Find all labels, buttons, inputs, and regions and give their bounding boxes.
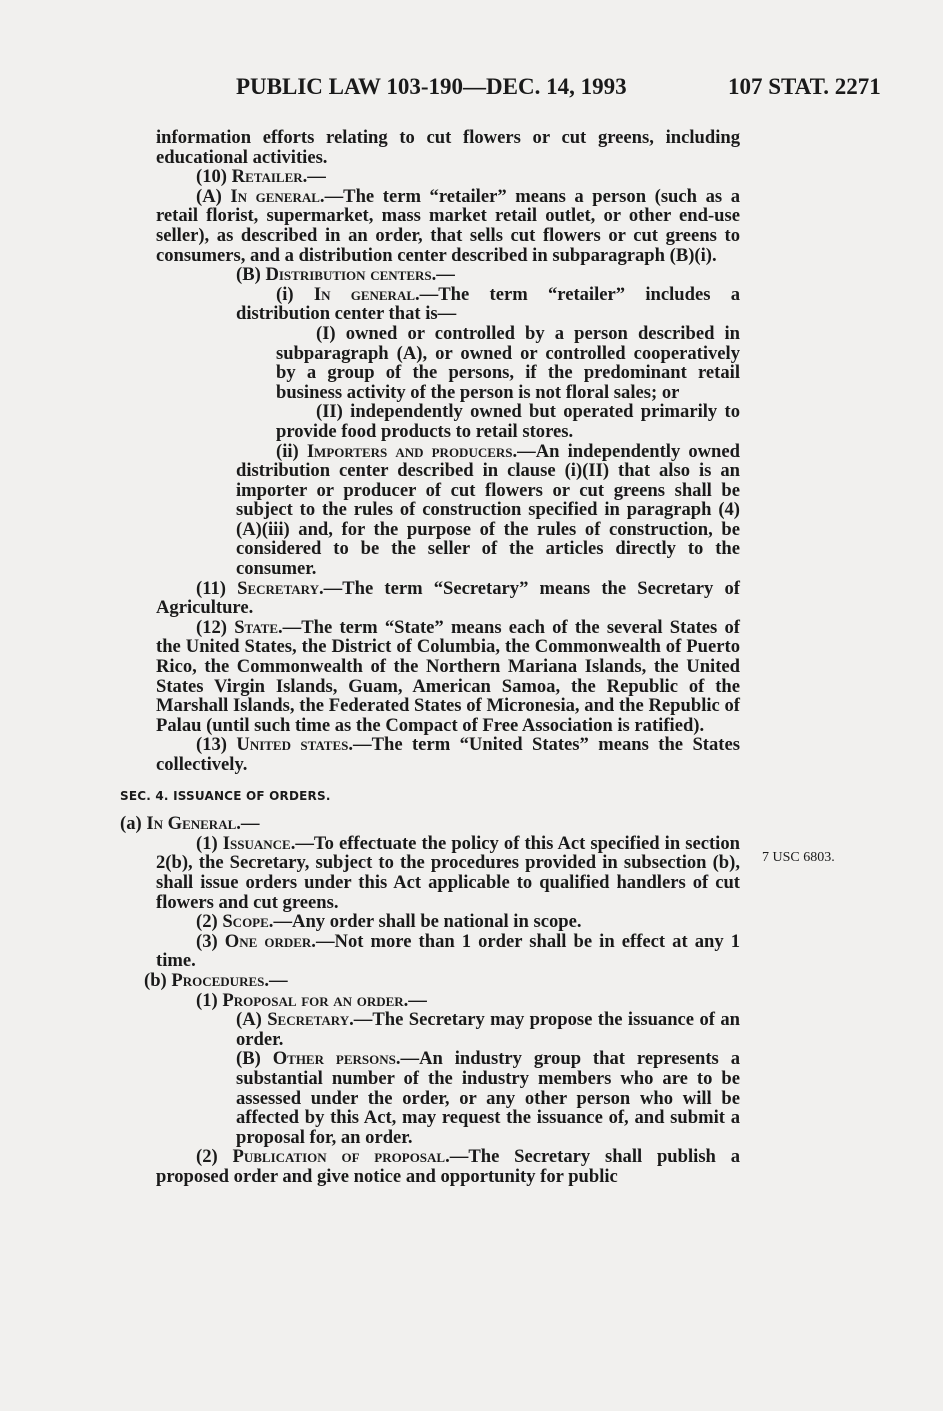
paragraph-united-states: (13) United states.—The term “United States” means the States collectively. xyxy=(156,734,740,775)
paragraph-scope: (2) Scope.—Any order shall be national in scope. xyxy=(196,911,582,933)
clause-II: (II) independently owned but operated primarily to provide food products to retail stores. xyxy=(276,401,740,442)
heading-other-persons: Other persons xyxy=(272,1048,396,1070)
paragraph-state: (12) State.—The term “State” means each of the several States of the United States, the District of Columbia, the Commonwealth of Puerto Rico, the Commonwealth of the Northern Mariana Islands, the United States Virgin Islands, Guam, American Samoa, the Republic of the Marshall Islands, the Federated States of Micronesia, and the Republic of Palau (until such time as the Compact of Free Association is ratified). xyxy=(156,616,740,736)
heading-proposal-for-order: Proposal for an order xyxy=(222,989,404,1011)
heading-in-general-a: In General xyxy=(146,813,237,835)
paragraph-publication-of-proposal: (2) Publication of proposal.—The Secretary shall publish a proposed order and give notice and opportunity for public xyxy=(156,1146,740,1187)
clause-I: (I) owned or controlled by a person described in subparagraph (A), or owned or controlled cooperatively by a group of the persons, if the predominant retail business activity of the person is not floral sales; or xyxy=(276,322,740,403)
running-header xyxy=(0,74,943,104)
subsection-b: (b) Procedures.— xyxy=(144,969,288,991)
paragraph-secretary-proposes: (A) Secretary.—The Secretary may propose the issuance of an order. xyxy=(236,1009,740,1050)
heading-secretary: Secretary xyxy=(237,577,319,599)
section-heading: SEC. 4. ISSUANCE OF ORDERS. xyxy=(120,788,331,803)
heading-secretary-b: Secretary xyxy=(267,1009,350,1031)
heading-in-general-i: In general xyxy=(313,283,416,305)
paragraph-proposal-for-order: (1) Proposal for an order.— xyxy=(196,989,427,1011)
paragraph-one-order: (3) One order.—Not more than 1 order shall be in effect at any 1 time. xyxy=(156,930,740,972)
paragraph-in-general-i: (i) In general.—The term “retailer” includes a distribution center that is— xyxy=(236,283,740,325)
heading-united-states: United states xyxy=(236,734,349,756)
subsection-a: (a) In General.— xyxy=(120,813,260,835)
paragraph-in-general-a: (A) In general.—The term “retailer” means a person (such as a retail florist, supermarket, mass market retail outlet, or other end-use seller), as described in an order, that sells cut flowers or cut greens to consumers, and a distribution center described in subparagraph (B)(i). xyxy=(156,185,740,266)
heading-importers-producers: Importers and producers xyxy=(306,440,513,462)
paragraph-issuance: (1) Issuance.—To effectuate the policy of this Act specified in section 2(b), the Secretary, subject to the procedures provided in subsection (b), shall issue orders under this Act applicable to qualified handlers of cut flowers and cut greens. xyxy=(156,832,740,913)
statute-text xyxy=(120,127,740,1187)
paragraph-continuation: information efforts relating to cut flowers or cut greens, including educational activities. xyxy=(156,127,740,168)
heading-retailer: Retailer xyxy=(231,166,303,188)
paragraph-retailer: (10) Retailer.— xyxy=(196,166,326,188)
heading-scope: Scope xyxy=(222,911,269,933)
paragraph-distribution-centers: (B) Distribution centers.— xyxy=(236,264,455,286)
heading-procedures: Procedures xyxy=(171,969,265,991)
heading-in-general: In general xyxy=(230,185,320,207)
paragraph-other-persons: (B) Other persons.—An industry group that represents a substantial number of the industry members who are to be assessed under the order, or any other person who will be affected by this Act, may request the issuance of, and submit a proposal for, an order. xyxy=(236,1048,740,1148)
statute-page-number: 107 STAT. 2271 xyxy=(728,74,881,99)
paragraph-secretary: (11) Secretary.—The term “Secretary” means the Secretary of Agriculture. xyxy=(156,577,740,619)
public-law-citation: PUBLIC LAW 103-190—DEC. 14, 1993 xyxy=(236,74,627,99)
heading-issuance: Issuance xyxy=(222,832,291,854)
heading-state: State xyxy=(234,616,279,638)
heading-distribution-centers: Distribution centers xyxy=(265,264,432,286)
heading-publication-of-proposal: Publication of proposal xyxy=(232,1146,446,1168)
paragraph-importers-producers: (ii) Importers and producers.—An independently owned distribution center described in clause (i)(II) that also is an importer or producer of cut flowers or cut greens shall be subject to the rules of construction specified in paragraph (4)(A)(iii) and, for the purpose of the rules of construction, be considered to be the seller of the articles directly to the consumer. xyxy=(236,440,740,580)
usc-margin-note: 7 USC 6803. xyxy=(762,850,835,865)
heading-one-order: One order xyxy=(224,930,312,952)
